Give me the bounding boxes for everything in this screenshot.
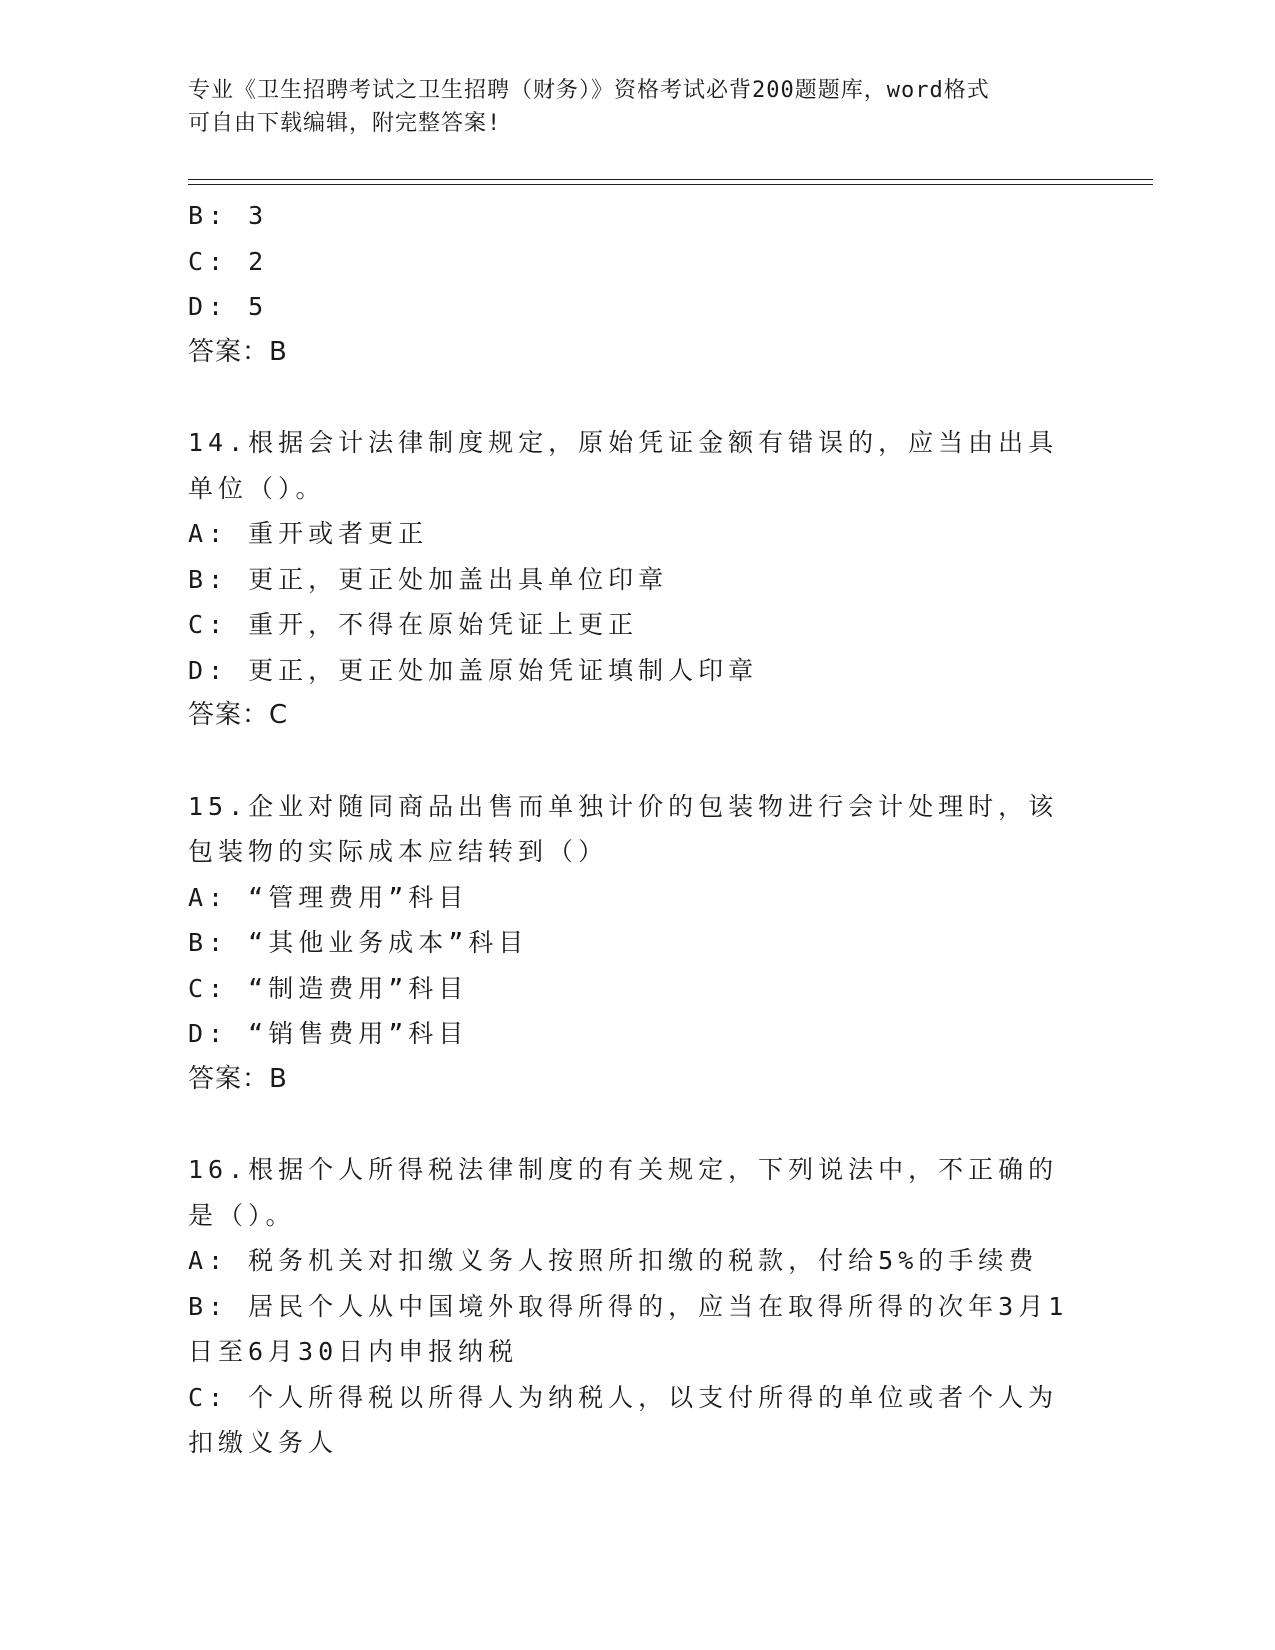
header-line-2: 可自由下载编辑，附完整答案! bbox=[188, 111, 502, 136]
question-stem: 15.企业对随同商品出售而单独计价的包装物进行会计处理时，该包装物的实际成本应结转到（） bbox=[188, 791, 1059, 866]
option-a: A: 重开或者更正 bbox=[188, 519, 429, 548]
spacer bbox=[188, 375, 1078, 420]
option-b: B: 3 bbox=[188, 201, 269, 230]
spacer bbox=[188, 739, 1078, 784]
question-16 bbox=[188, 1147, 1078, 1466]
question-stem: 14.根据会计法律制度规定，原始凭证金额有错误的，应当由出具单位（）。 bbox=[188, 428, 1059, 503]
question-14 bbox=[188, 420, 1078, 739]
option-b: B: 更正，更正处加盖出具单位印章 bbox=[188, 564, 669, 594]
spacer bbox=[188, 1102, 1078, 1147]
question-15 bbox=[188, 784, 1078, 1103]
header-rule-bottom bbox=[188, 184, 1153, 185]
question-list bbox=[188, 193, 1078, 1466]
option-c: C: 重开，不得在原始凭证上更正 bbox=[188, 610, 639, 639]
option-b: B: “其他业务成本”科目 bbox=[188, 928, 529, 957]
document-header bbox=[188, 74, 1068, 140]
answer: 答案：B bbox=[188, 1063, 288, 1094]
option-c: C: “制造费用”科目 bbox=[188, 973, 469, 1003]
option-d: D: “销售费用”科目 bbox=[188, 1019, 469, 1048]
option-c: C: 2 bbox=[188, 246, 269, 276]
option-a: A: “管理费用”科目 bbox=[188, 882, 469, 912]
header-line-1: 专业《卫生招聘考试之卫生招聘（财务）》资格考试必背200题题库，word格式 bbox=[188, 78, 990, 103]
answer: 答案：C bbox=[188, 700, 289, 730]
question-stem: 16.根据个人所得税法律制度的有关规定，下列说法中，不正确的是（）。 bbox=[188, 1155, 1059, 1230]
option-d: D: 更正，更正处加盖原始凭证填制人印章 bbox=[188, 655, 759, 685]
option-b: B: 居民个人从中国境外取得所得的，应当在取得所得的次年3月1日至6月30日内申报纳税 bbox=[188, 1291, 1069, 1366]
option-a: A: 税务机关对扣缴义务人按照所扣缴的税款，付给5%的手续费 bbox=[188, 1246, 1039, 1275]
question-13-tail bbox=[188, 193, 1078, 375]
option-d: D: 5 bbox=[188, 292, 269, 321]
header-rule-top bbox=[188, 179, 1153, 180]
answer: 答案：B bbox=[188, 336, 288, 367]
option-c: C: 个人所得税以所得人为纳税人，以支付所得的单位或者个人为扣缴义务人 bbox=[188, 1382, 1059, 1457]
